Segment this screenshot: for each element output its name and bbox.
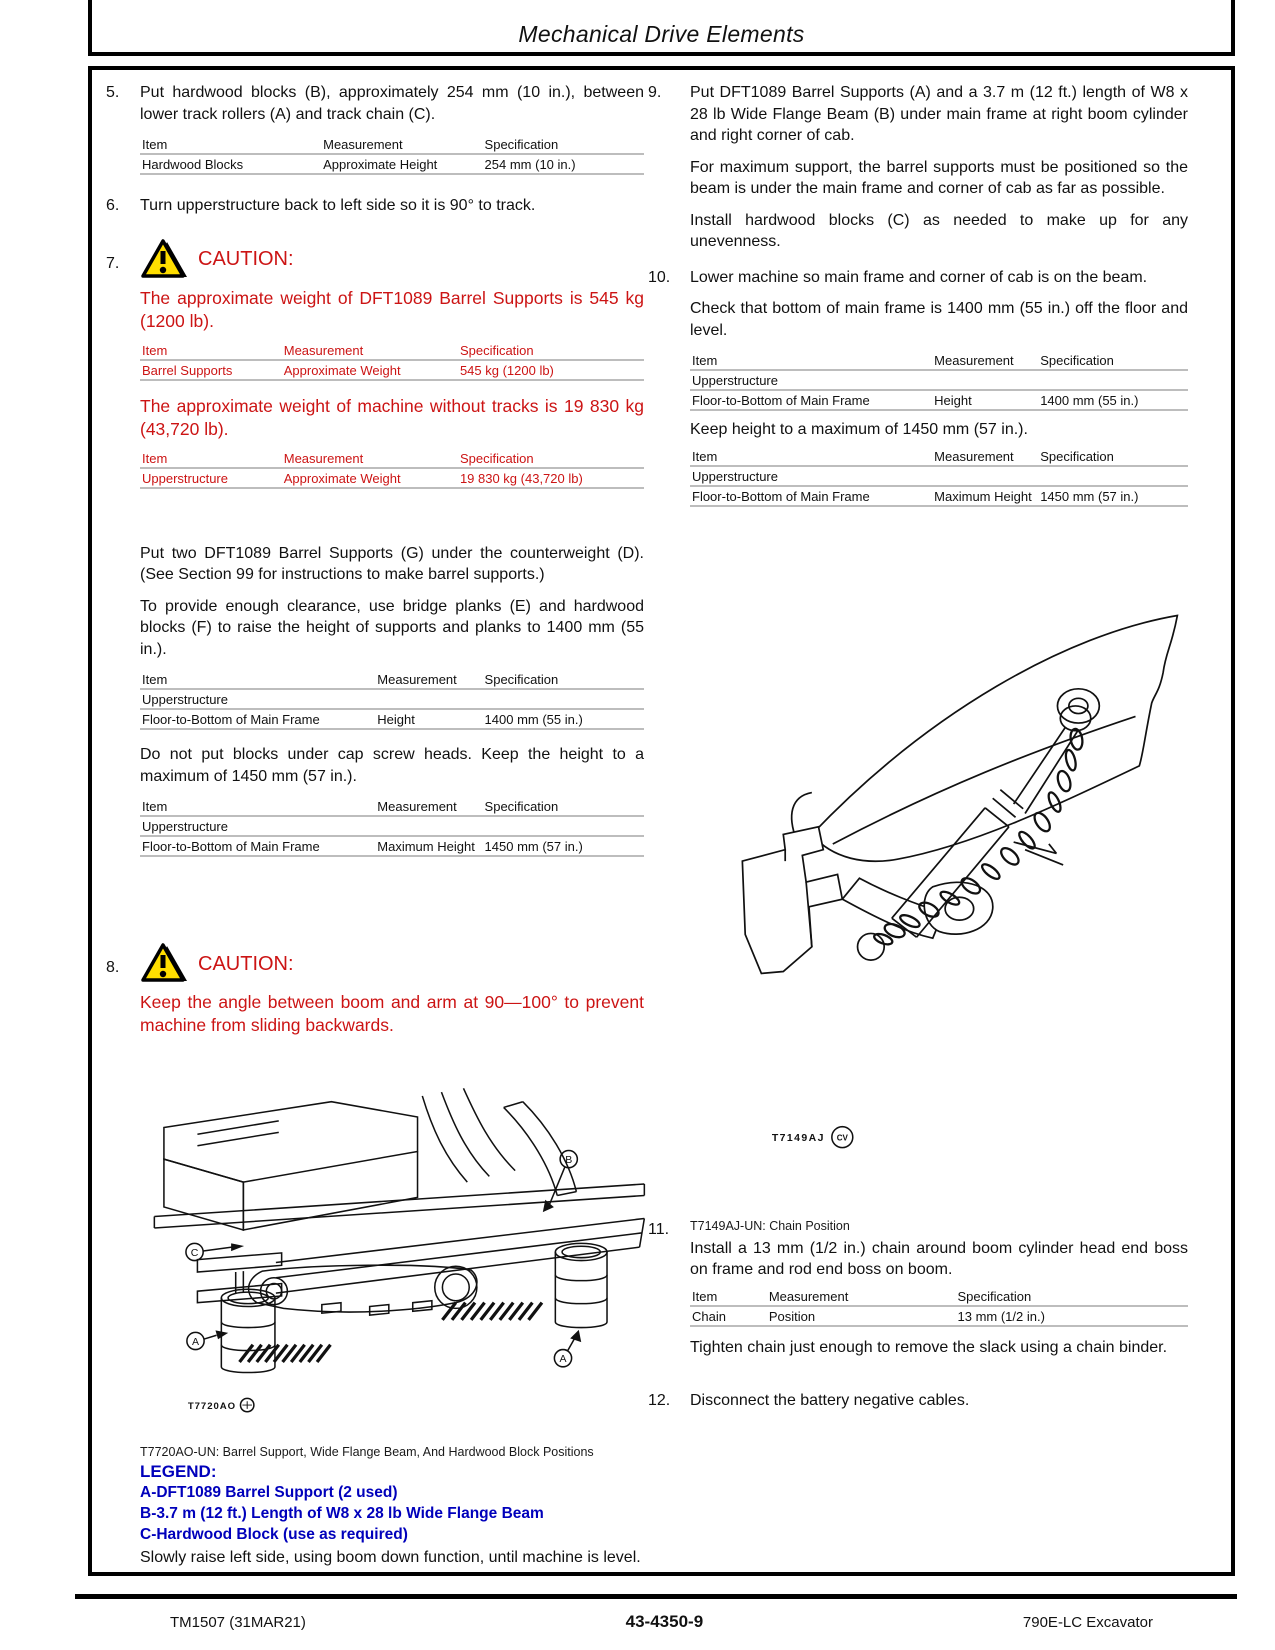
spec-table-upper-weight: Item Measurement Specification Upperstructure Approximate Weight 19 830 kg (43,720 lb) — [140, 449, 644, 489]
step-7-para3: Do not put blocks under cap screw heads. Keep the height to a maximum of 1450 mm (57 in.). — [140, 746, 644, 785]
step-number: 9. — [648, 84, 662, 101]
page-title: Mechanical Drive Elements — [518, 21, 805, 47]
spec-table-chain: Item Measurement Specification Chain Position 13 mm (1/2 in.) — [690, 1287, 1188, 1327]
caution-label: CAUTION: — [198, 952, 294, 975]
caution-label: CAUTION: — [198, 248, 294, 270]
spec-table-barrel-weight: Item Measurement Specification Barrel Supports Approximate Weight 545 kg (1200 lb) — [140, 341, 644, 381]
step-12-text: Disconnect the battery negative cables. — [690, 1392, 970, 1409]
step-8 — [106, 943, 644, 1576]
step-7 — [106, 239, 644, 872]
step-11 — [648, 1219, 1188, 1369]
callout-a-left: A — [191, 1335, 200, 1348]
callout-c: C — [190, 1246, 199, 1259]
footer-manual-id: TM1507 (31MAR21) — [170, 1613, 306, 1631]
step-7-para2: To provide enough clearance, use bridge planks (E) and hardwood blocks (F) to raise the height of supports and planks to 1400 mm (55 in.). — [140, 597, 644, 658]
step-5 — [106, 82, 644, 189]
spec-table-height-1400-left: Item Measurement Specification Upperstructure Floor-to-Bottom of Main Frame Height 1400 mm (55 in.) — [140, 670, 644, 730]
warning-text: Keep the angle between boom and arm at 90—100° to prevent machine from sliding backwards. — [140, 992, 644, 1035]
chain-position-drawing — [690, 533, 1185, 1193]
step-10-para1: Lower machine so main frame and corner of cab is on the beam. — [690, 268, 1148, 286]
warning-text: The approximate weight of machine without tracks is 19 830 kg (43,720 lb). — [140, 395, 644, 439]
spec-table-height-1450-right: Item Measurement Specification Upperstructure Floor-to-Bottom of Main Frame Maximum Height 1450 mm (57 in.) — [690, 447, 1188, 507]
step-number: 10. — [648, 268, 671, 286]
step-7-para1: Put two DFT1089 Barrel Supports (G) under the counterweight (D).(See Section 99 for instructions to make barrel supports.) — [140, 544, 644, 583]
figure-chain-position — [690, 533, 1188, 1193]
step-11-para2: Tighten chain just enough to remove the slack using a chain binder. — [690, 1338, 1168, 1356]
caution-header — [140, 943, 644, 985]
right-column — [648, 82, 1188, 1422]
closing-text: Slowly raise left side, using boom down function, until machine is level. — [140, 1549, 641, 1566]
step-9-para3: Install hardwood blocks (C) as needed to make up for any unevenness. — [690, 211, 1188, 250]
figure-id-label: T7149AJ — [771, 1132, 825, 1144]
step-number: 8. — [106, 959, 120, 976]
page-footer — [88, 1612, 1235, 1632]
footer-rule — [75, 1594, 1237, 1599]
footer-page-number: 43-4350-9 — [625, 1612, 704, 1631]
step-number: 11. — [648, 1220, 670, 1238]
callout-b: B — [565, 1153, 573, 1166]
step-10-para2: Check that bottom of main frame is 1400 mm (55 in.) off the floor and level. — [690, 300, 1188, 339]
caution-icon — [140, 943, 188, 985]
figure-barrel-support — [140, 1067, 644, 1435]
spec-table-height-1400-right: Item Measurement Specification Upperstructure Floor-to-Bottom of Main Frame Height 1400 mm (55 in.) — [690, 351, 1188, 411]
left-column — [106, 82, 644, 1576]
step-9 — [648, 82, 1188, 267]
legend-item-a: A-DFT1089 Barrel Support (2 used) — [140, 1484, 398, 1501]
figure-caption: T7720AO-UN: Barrel Support, Wide Flange Beam, And Hardwood Block Positions — [140, 1445, 594, 1459]
step-number: 12. — [648, 1392, 671, 1409]
step-number: 6. — [106, 197, 120, 214]
step-10 — [648, 267, 1188, 1193]
caution-icon — [140, 239, 188, 281]
step-5-text: Put hardwood blocks (B), approximately 254 mm (10 in.), between lower track rollers (A) and track chain (C). — [140, 84, 644, 123]
spec-table-height-1450-left: Item Measurement Specification Upperstructure Floor-to-Bottom of Main Frame Maximum Height 1450 mm (57 in.) — [140, 797, 644, 857]
barrel-support-drawing — [140, 1067, 652, 1435]
spacer — [140, 503, 644, 543]
footer-model: 790E-LC Excavator — [1022, 1613, 1153, 1631]
spec-table-hardwood: Item Measurement Specification Hardwood Blocks Approximate Height 254 mm (10 in.) — [140, 135, 644, 175]
step-number: 5. — [106, 84, 120, 101]
figure-id-label: T7720AO — [187, 1400, 237, 1412]
legend-item-c: C-Hardwood Block (use as required) — [140, 1526, 408, 1543]
page-header — [88, 0, 1235, 56]
callout-a-right: A — [559, 1353, 567, 1366]
step-12 — [648, 1390, 1188, 1422]
content-frame — [88, 66, 1235, 1576]
step-9-para1: Put DFT1089 Barrel Supports (A) and a 3.7 m (12 ft.) length of W8 x 28 lb Wide Flange Beam (B) under main frame at right boom cylinder and right corner of cab. — [690, 84, 1188, 144]
legend-title: LEGEND: — [140, 1462, 217, 1481]
step-6 — [106, 195, 644, 217]
step-11-para1: Install a 13 mm (1/2 in.) chain around boom cylinder head end boss on frame and rod end boss on boom. — [690, 1239, 1188, 1278]
figure-id-badge: CV — [836, 1132, 848, 1142]
legend-item-b: B-3.7 m (12 ft.) Length of W8 x 28 lb Wide Flange Beam — [140, 1505, 544, 1522]
figure-caption-chain: T7149AJ-UN: Chain Position — [690, 1218, 850, 1233]
step-number: 7. — [106, 254, 120, 272]
step-9-para2: For maximum support, the barrel supports must be positioned so the beam is under the main frame and corner of cab as far as possible. — [690, 158, 1188, 197]
warning-text: The approximate weight of DFT1089 Barrel Supports is 545 kg (1200 lb). — [140, 287, 644, 331]
step-10-para3: Keep height to a maximum of 1450 mm (57 in.). — [690, 421, 1028, 438]
step-6-text: Turn upperstructure back to left side so it is 90° to track. — [140, 197, 536, 214]
caution-header — [140, 239, 644, 281]
